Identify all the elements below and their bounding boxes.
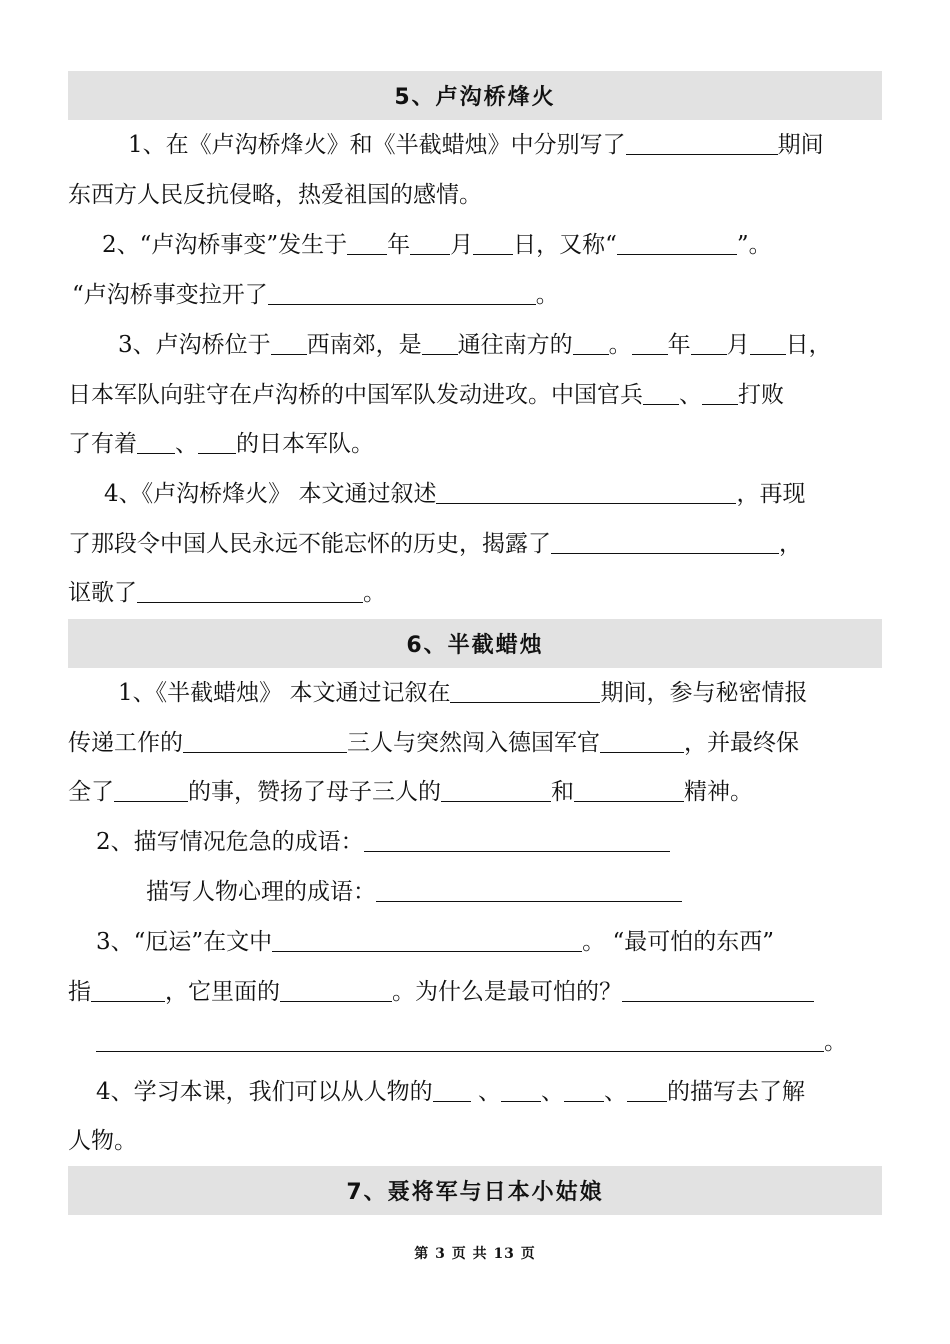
page-number: 第 3 页 共 13 页 [414, 1246, 536, 1262]
question-line [118, 321, 948, 370]
section-title: 5、卢沟桥烽火 [394, 85, 556, 110]
text: 、 [175, 431, 198, 457]
question-line [68, 768, 898, 817]
text: 和 [551, 779, 574, 805]
answer-blank[interactable] [137, 576, 363, 603]
text: 通往南方的 [457, 332, 573, 358]
text: 的日本军队。 [236, 431, 374, 457]
answer-blank[interactable] [198, 427, 236, 454]
text: 了那段令中国人民永远不能忘怀的历史，揭露了 [68, 531, 551, 557]
text: 1、《半截蜡烛》 本文通过记叙在 [118, 680, 451, 706]
question-line [96, 1068, 926, 1117]
text: 描写人物心理的成语： [146, 879, 376, 905]
answer-blank[interactable] [271, 328, 307, 355]
text: 2、“卢沟桥事变”发生于 [102, 232, 348, 258]
answer-blank[interactable] [96, 1025, 824, 1052]
text: 期间 [777, 132, 824, 158]
text: 1、在《卢沟桥烽火》和《半截蜡烛》中分别写了 [128, 132, 626, 158]
text: 传递工作的 [68, 730, 183, 756]
text: 。 [535, 282, 559, 308]
answer-blank[interactable] [280, 975, 392, 1002]
text: 4、学习本课，我们可以从人物的 [96, 1079, 433, 1105]
answer-blank[interactable] [114, 775, 188, 802]
text: 的事，赞扬了母子三人的 [188, 779, 441, 805]
answer-blank[interactable] [691, 328, 727, 355]
text: 指 [68, 979, 91, 1005]
answer-blank[interactable] [268, 278, 536, 305]
text: 、 [540, 1079, 564, 1105]
question-line [68, 420, 898, 469]
answer-blank[interactable] [626, 128, 778, 155]
answer-blank[interactable] [137, 427, 175, 454]
text: 西南郊，是 [306, 332, 422, 358]
answer-blank[interactable] [422, 328, 458, 355]
question-line [118, 669, 948, 718]
text: ，再现 [736, 481, 806, 507]
text: 月 [450, 232, 474, 258]
text: 的描写去了解 [666, 1079, 805, 1105]
text: 人物。 [68, 1128, 137, 1154]
text: “卢沟桥事变拉开了 [72, 282, 268, 308]
answer-blank[interactable] [364, 825, 670, 852]
answer-blank[interactable] [632, 328, 668, 355]
answer-blank[interactable] [627, 1075, 667, 1102]
answer-blank[interactable] [702, 378, 738, 405]
answer-blank[interactable] [501, 1075, 541, 1102]
answer-blank[interactable] [376, 875, 682, 902]
question-line [102, 221, 932, 270]
text: 4、《卢沟桥烽火》 本文通过叙述 [104, 481, 437, 507]
answer-blank[interactable] [450, 676, 600, 703]
text: 3、“厄运”在文中 [96, 929, 273, 955]
question-line [96, 918, 926, 967]
answer-blank[interactable] [183, 726, 347, 753]
section-header-5 [68, 71, 882, 120]
answer-blank[interactable] [551, 527, 779, 554]
text: 精神。 [684, 779, 753, 805]
answer-blank[interactable] [750, 328, 786, 355]
text: 年 [387, 232, 411, 258]
text: 。 [824, 1029, 847, 1055]
answer-blank[interactable] [573, 328, 609, 355]
section-header-7 [68, 1166, 882, 1215]
question-line [68, 371, 898, 420]
question-line [104, 470, 934, 519]
text: 。 [608, 332, 632, 358]
question-line [72, 271, 902, 320]
answer-blank[interactable] [617, 228, 737, 255]
text: ， [779, 531, 802, 557]
question-line [68, 1117, 898, 1166]
text: 三人与突然闯入德国军官 [347, 730, 600, 756]
text: 全了 [68, 779, 114, 805]
text: 打败 [738, 382, 784, 408]
text: 年 [667, 332, 691, 358]
text: 日，又称“ [513, 232, 617, 258]
text: 。为什么是最可怕的？ [392, 979, 622, 1005]
text: 、 [470, 1079, 501, 1105]
text: 3、卢沟桥位于 [118, 332, 271, 358]
answer-blank[interactable] [600, 726, 684, 753]
text: 日本军队向驻守在卢沟桥的中国军队发动进攻。中国官兵 [68, 382, 643, 408]
answer-blank[interactable] [272, 925, 582, 952]
question-line [146, 868, 950, 917]
question-line [68, 968, 898, 1017]
text: 期间，参与秘密情报 [600, 680, 808, 706]
text: 东西方人民反抗侵略，热爱祖国的感情。 [68, 182, 482, 208]
question-line [128, 121, 950, 170]
answer-blank[interactable] [574, 775, 684, 802]
text: 。 [363, 580, 386, 606]
answer-blank[interactable] [347, 228, 387, 255]
answer-blank[interactable] [643, 378, 679, 405]
text: 讴歌了 [68, 580, 137, 606]
question-line [68, 719, 898, 768]
text: 月 [726, 332, 750, 358]
text: ，它里面的 [165, 979, 280, 1005]
answer-blank[interactable] [564, 1075, 604, 1102]
text: 日， [785, 332, 832, 358]
question-line [68, 171, 898, 220]
answer-blank[interactable] [91, 975, 165, 1002]
answer-blank[interactable] [622, 975, 814, 1002]
section-header-6 [68, 619, 882, 668]
text: 了有着 [68, 431, 137, 457]
section-title: 6、半截蜡烛 [406, 633, 544, 658]
answer-blank[interactable] [473, 228, 513, 255]
question-line [68, 569, 898, 618]
text: 、 [603, 1079, 627, 1105]
question-line [68, 520, 898, 569]
section-title: 7、聂将军与日本小姑娘 [346, 1180, 604, 1205]
answer-blank[interactable] [433, 1075, 471, 1102]
question-line [96, 818, 926, 867]
question-line [96, 1018, 926, 1067]
text: 2、描写情况危急的成语： [96, 829, 364, 855]
text: ，并最终保 [684, 730, 799, 756]
answer-blank[interactable] [436, 477, 736, 504]
text: ”。 [736, 232, 772, 258]
text: 、 [679, 382, 702, 408]
text: 。 “最可怕的东西” [582, 929, 774, 955]
answer-blank[interactable] [410, 228, 450, 255]
answer-blank[interactable] [441, 775, 551, 802]
